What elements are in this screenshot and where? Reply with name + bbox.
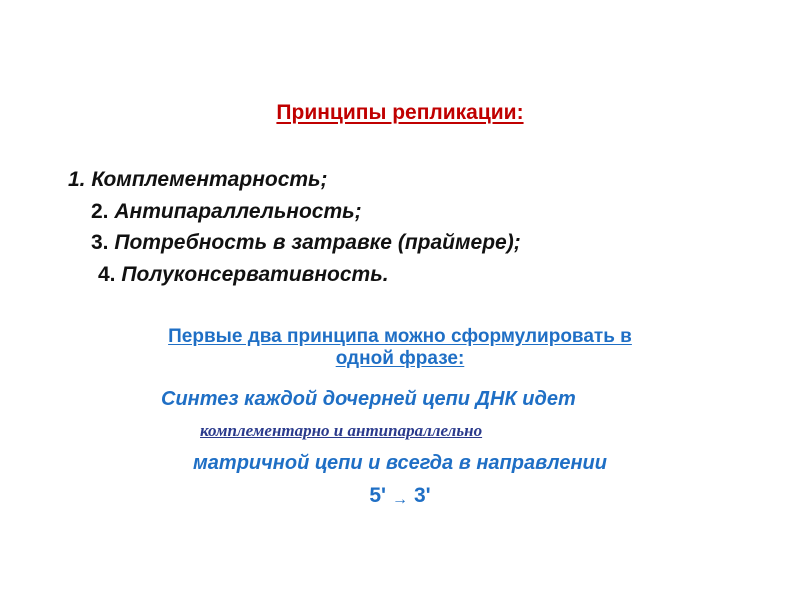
principle-number: 3. xyxy=(91,231,109,254)
statement-line-3: матричной цепи и всегда в направлении xyxy=(193,452,607,474)
principle-number: 1. xyxy=(68,168,86,191)
statement-line-2: комплементарно и антипараллельно xyxy=(200,421,483,440)
summary-note-line: одной фразе: xyxy=(335,348,465,369)
direction-label xyxy=(0,484,800,508)
slide-title: Принципы репликации: xyxy=(276,101,524,124)
principle-number: 2. xyxy=(91,200,109,223)
principle-text: Потребность в затравке (праймере); xyxy=(108,231,521,254)
principle-text: Полуконсервативность. xyxy=(115,263,389,286)
principle-text: Антипараллельность; xyxy=(108,200,362,223)
principle-item xyxy=(91,200,362,224)
principle-number: 4. xyxy=(98,263,116,286)
statement-line-1: Синтез каждой дочерней цепи ДНК идет xyxy=(161,388,576,410)
summary-note xyxy=(0,326,800,370)
arrow-right-icon: → xyxy=(392,491,408,508)
principle-item xyxy=(68,168,328,192)
principle-item xyxy=(98,263,389,287)
direction-from: 5' xyxy=(369,484,386,507)
direction-to: 3' xyxy=(414,484,431,507)
principle-item xyxy=(91,231,521,255)
principle-text: Комплементарность; xyxy=(85,168,328,191)
summary-note-line: Первые два принципа можно сформулировать в xyxy=(168,326,632,347)
